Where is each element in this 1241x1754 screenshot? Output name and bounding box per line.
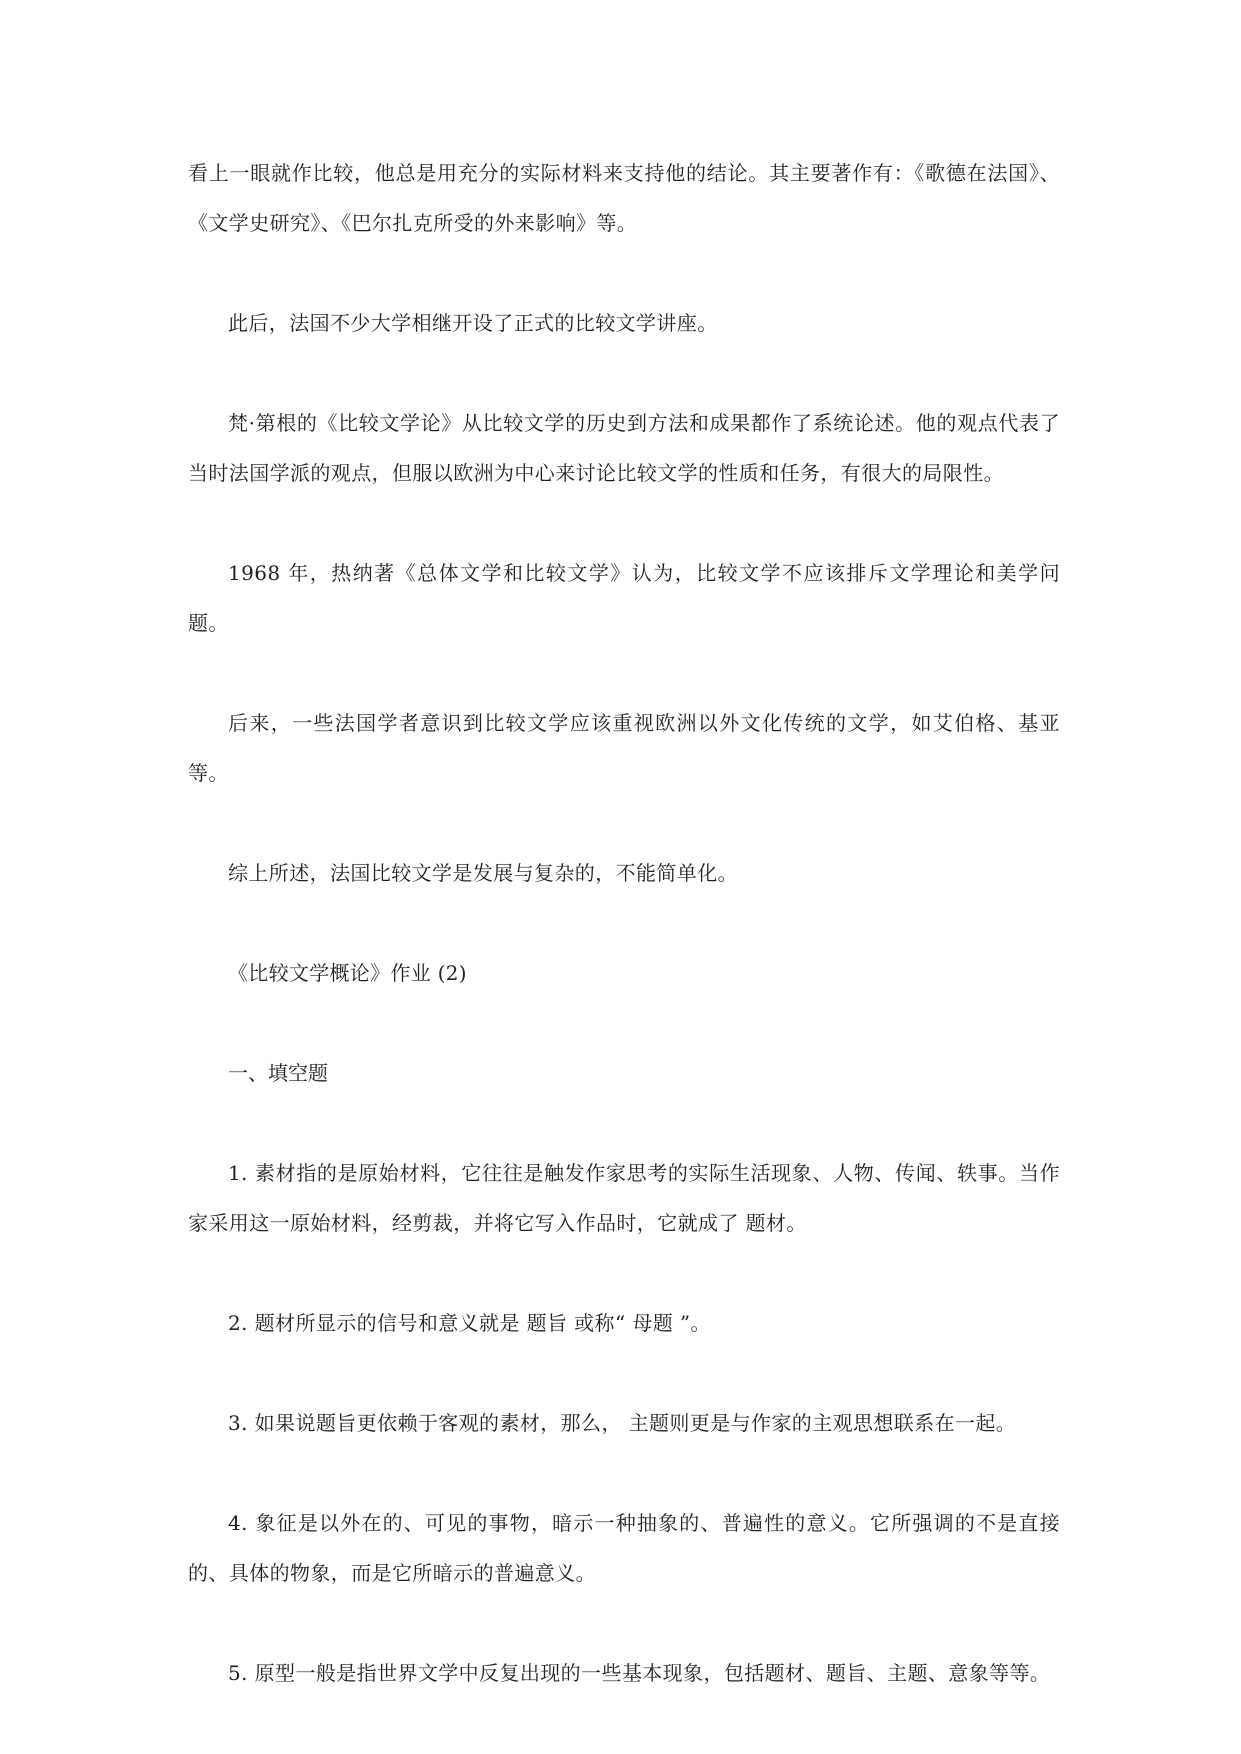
paragraph-4: 1968 年，热纳著《总体文学和比较文学》认为，比较文学不应该排斥文学理论和美学问题。 — [188, 561, 1060, 635]
document-body — [188, 148, 1060, 1748]
paragraph-6: 综上所述，法国比较文学是发展与复杂的，不能简单化。 — [228, 861, 738, 885]
question-4: 4. 象征是以外在的、可见的事物，暗示一种抽象的、普遍性的意义。它所强调的不是直接的、具体的物象，而是它所暗示的普遍意义。 — [188, 1511, 1060, 1585]
paragraph-2: 此后，法国不少大学相继开设了正式的比较文学讲座。 — [228, 311, 718, 335]
assignment-title: 《比较文学概论》作业 (2) — [228, 961, 467, 985]
question-5: 5. 原型一般是指世界文学中反复出现的一些基本现象，包括题材、题旨、主题、意象等等。 — [228, 1661, 1051, 1685]
paragraph-1: 看上一眼就作比较，他总是用充分的实际材料来支持他的结论。其主要著作有：《歌德在法国》、《文学史研究》、《巴尔扎克所受的外来影响》等。 — [188, 161, 1060, 235]
section-heading: 一、填空题 — [228, 1061, 328, 1085]
paragraph-3: 梵·第根的《比较文学论》从比较文学的历史到方法和成果都作了系统论述。他的观点代表了当时法国学派的观点，但服以欧洲为中心来讨论比较文学的性质和任务，有很大的局限性。 — [188, 411, 1060, 485]
question-2: 2. 题材所显示的信号和意义就是 题旨 或称“ 母题 ”。 — [228, 1311, 711, 1335]
paragraph-5: 后来，一些法国学者意识到比较文学应该重视欧洲以外文化传统的文学，如艾伯格、基亚等。 — [188, 711, 1060, 785]
question-3: 3. 如果说题旨更依赖于客观的素材，那么， 主题则更是与作家的主观思想联系在一起。 — [228, 1411, 1017, 1435]
question-1: 1. 素材指的是原始材料，它往往是触发作家思考的实际生活现象、人物、传闻、轶事。当作家采用这一原始材料，经剪裁，并将它写入作品时，它就成了 题材。 — [188, 1161, 1060, 1235]
